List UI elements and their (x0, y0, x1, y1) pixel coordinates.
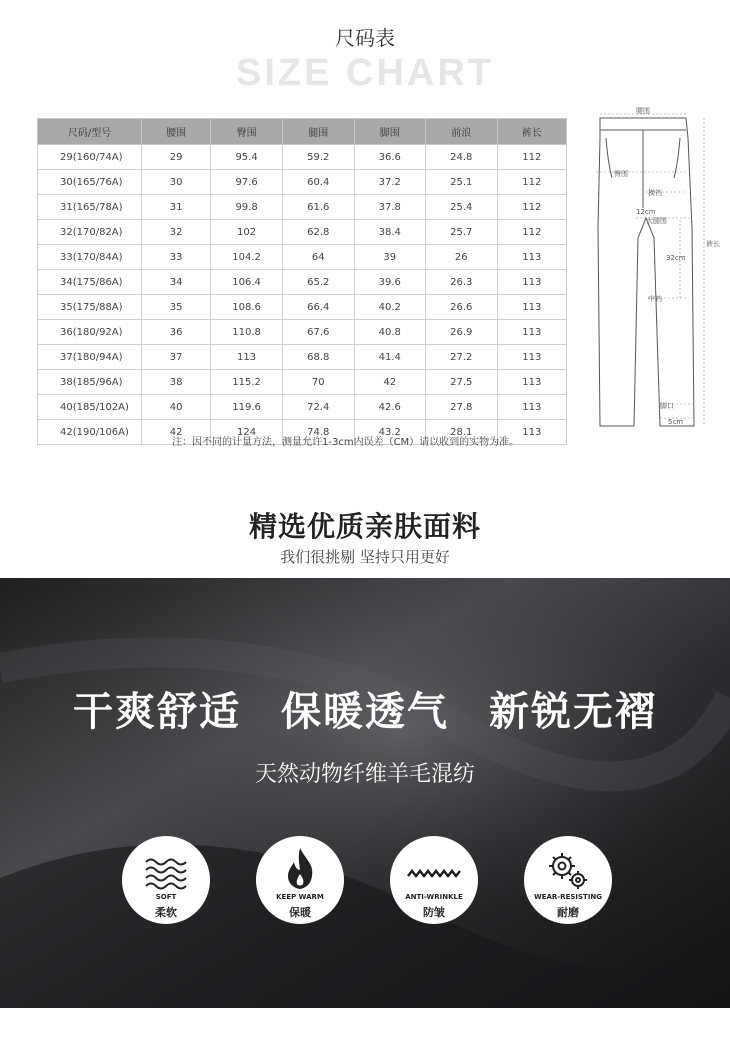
table-row (38, 170, 567, 195)
table-row (38, 145, 567, 170)
pants-diagram (588, 108, 718, 433)
table-cell: 43.2 (354, 420, 426, 445)
table-cell: 29 (142, 145, 211, 170)
table-cell: 68.8 (283, 345, 355, 370)
table-cell: 115.2 (211, 370, 283, 395)
table-cell: 42.6 (354, 395, 426, 420)
table-cell: 38(185/96A) (38, 370, 142, 395)
table-cell: 31(165/78A) (38, 195, 142, 220)
table-cell: 61.6 (283, 195, 355, 220)
col-size: 尺码/型号 (38, 119, 142, 145)
table-cell: 112 (497, 195, 566, 220)
table-cell: 33 (142, 245, 211, 270)
col-hem: 脚围 (354, 119, 426, 145)
table-cell: 40 (142, 395, 211, 420)
table-cell: 26.3 (426, 270, 498, 295)
table-cell: 40.8 (354, 320, 426, 345)
table-cell: 25.1 (426, 170, 498, 195)
table-cell: 28.1 (426, 420, 498, 445)
badge-warm-cn: 保暖 (289, 906, 311, 919)
pants-outline (598, 118, 694, 426)
label-thigh: 大腿围 (646, 217, 667, 225)
table-cell: 113 (497, 345, 566, 370)
table-cell: 35(175/88A) (38, 295, 142, 320)
table-cell: 39.6 (354, 270, 426, 295)
table-row (38, 195, 567, 220)
table-cell: 95.4 (211, 145, 283, 170)
table-cell: 33(170/84A) (38, 245, 142, 270)
table-cell: 99.8 (211, 195, 283, 220)
badge-wrinkle-cn: 防皱 (423, 906, 445, 919)
table-cell: 42 (142, 420, 211, 445)
table-cell: 36.6 (354, 145, 426, 170)
table-cell: 27.2 (426, 345, 498, 370)
table-cell: 25.7 (426, 220, 498, 245)
table-cell: 24.8 (426, 145, 498, 170)
table-cell: 113 (497, 395, 566, 420)
table-cell: 40.2 (354, 295, 426, 320)
table-header-row (38, 119, 567, 145)
table-cell: 40(185/102A) (38, 395, 142, 420)
table-cell: 59.2 (283, 145, 355, 170)
table-cell: 30(165/76A) (38, 170, 142, 195)
fabric-subtitle: 我们很挑剔 坚持只用更好 (280, 548, 450, 566)
badge-wear-cn: 耐磨 (557, 906, 579, 919)
table-cell: 31 (142, 195, 211, 220)
table-cell: 37.2 (354, 170, 426, 195)
table-cell: 29(160/74A) (38, 145, 142, 170)
table-cell: 34 (142, 270, 211, 295)
table-row (38, 245, 567, 270)
table-row (38, 370, 567, 395)
table-cell: 65.2 (283, 270, 355, 295)
badge-warm-en: KEEP WARM (276, 893, 324, 901)
col-hip: 臀围 (211, 119, 283, 145)
badge-keep-warm (256, 836, 344, 924)
label-5cm: 5cm (668, 418, 684, 426)
table-cell: 110.8 (211, 320, 283, 345)
table-cell: 72.4 (283, 395, 355, 420)
table-cell: 67.6 (283, 320, 355, 345)
table-cell: 113 (497, 270, 566, 295)
feature-headline-row (0, 680, 730, 737)
table-cell: 38 (142, 370, 211, 395)
table-cell: 36 (142, 320, 211, 345)
label-32cm: 32cm (666, 254, 686, 262)
fabric-photo (0, 578, 730, 1008)
table-cell: 119.6 (211, 395, 283, 420)
table-cell: 70 (283, 370, 355, 395)
table-cell: 26 (426, 245, 498, 270)
table-cell: 106.4 (211, 270, 283, 295)
measurement-note: 注：因不同的计量方法，测量允许1-3cm内误差（CM）请以收到的实物为准。 (172, 437, 520, 448)
badge-soft-en: SOFT (155, 893, 177, 901)
table-cell: 104.2 (211, 245, 283, 270)
table-cell: 37(180/94A) (38, 345, 142, 370)
table-row (38, 395, 567, 420)
badge-soft-cn: 柔软 (155, 906, 177, 919)
table-cell: 113 (497, 295, 566, 320)
table-cell: 102 (211, 220, 283, 245)
table-cell: 27.8 (426, 395, 498, 420)
col-rise: 前浪 (426, 119, 498, 145)
table-cell: 113 (497, 420, 566, 445)
table-cell: 32 (142, 220, 211, 245)
feature-wrinkle-free: 新锐无褶 (489, 689, 657, 735)
table-cell: 113 (497, 370, 566, 395)
table-cell: 27.5 (426, 370, 498, 395)
table-cell: 113 (211, 345, 283, 370)
table-cell: 36(180/92A) (38, 320, 142, 345)
table-cell: 64 (283, 245, 355, 270)
table-row (38, 295, 567, 320)
label-knee: 中裆 (648, 295, 662, 303)
table-cell: 42(190/106A) (38, 420, 142, 445)
table-cell: 26.9 (426, 320, 498, 345)
size-chart-title-en: SIZE CHART (236, 52, 494, 94)
table-cell: 39 (354, 245, 426, 270)
label-length: 裤长 (706, 240, 720, 248)
size-chart-title: 尺码表 (335, 26, 395, 50)
label-crotch: 横裆 (648, 189, 662, 197)
feature-dry: 干爽舒适 (73, 689, 241, 735)
feature-warm: 保暖透气 (281, 689, 449, 735)
col-thigh: 腿围 (283, 119, 355, 145)
fabric-title: 精选优质亲肤面料 (248, 510, 481, 543)
col-waist: 腰围 (142, 119, 211, 145)
table-cell: 74.8 (283, 420, 355, 445)
table-cell: 37 (142, 345, 211, 370)
badge-anti-wrinkle (390, 836, 478, 924)
fabric-blend-text: 天然动物纤维羊毛混纺 (254, 762, 475, 787)
table-cell: 112 (497, 220, 566, 245)
table-cell: 97.6 (211, 170, 283, 195)
table-cell: 41.4 (354, 345, 426, 370)
table-cell: 32(170/82A) (38, 220, 142, 245)
badge-wear-en: WEAR-RESISTING (533, 893, 603, 901)
table-cell: 26.6 (426, 295, 498, 320)
table-cell: 38.4 (354, 220, 426, 245)
table-cell: 113 (497, 245, 566, 270)
table-cell: 42 (354, 370, 426, 395)
table-cell: 62.8 (283, 220, 355, 245)
table-cell: 60.4 (283, 170, 355, 195)
badge-soft (122, 836, 210, 924)
table-cell: 112 (497, 170, 566, 195)
table-row (38, 345, 567, 370)
table-row (38, 270, 567, 295)
table-row (38, 320, 567, 345)
label-hip: 臀围 (614, 170, 628, 178)
label-hem: 脚口 (660, 402, 674, 410)
table-cell: 34(175/86A) (38, 270, 142, 295)
label-12cm: 12cm (636, 208, 656, 216)
col-length: 裤长 (497, 119, 566, 145)
label-waist: 腰围 (636, 107, 650, 115)
size-table (37, 118, 567, 445)
badge-wrinkle-en: ANTI-WRINKLE (405, 893, 463, 901)
table-cell: 113 (497, 320, 566, 345)
badge-wear-resisting (524, 836, 612, 924)
table-cell: 112 (497, 145, 566, 170)
table-cell: 37.8 (354, 195, 426, 220)
table-cell: 30 (142, 170, 211, 195)
table-cell: 108.6 (211, 295, 283, 320)
table-row (38, 220, 567, 245)
table-cell: 66.4 (283, 295, 355, 320)
table-cell: 35 (142, 295, 211, 320)
table-cell: 25.4 (426, 195, 498, 220)
table-cell: 124 (211, 420, 283, 445)
